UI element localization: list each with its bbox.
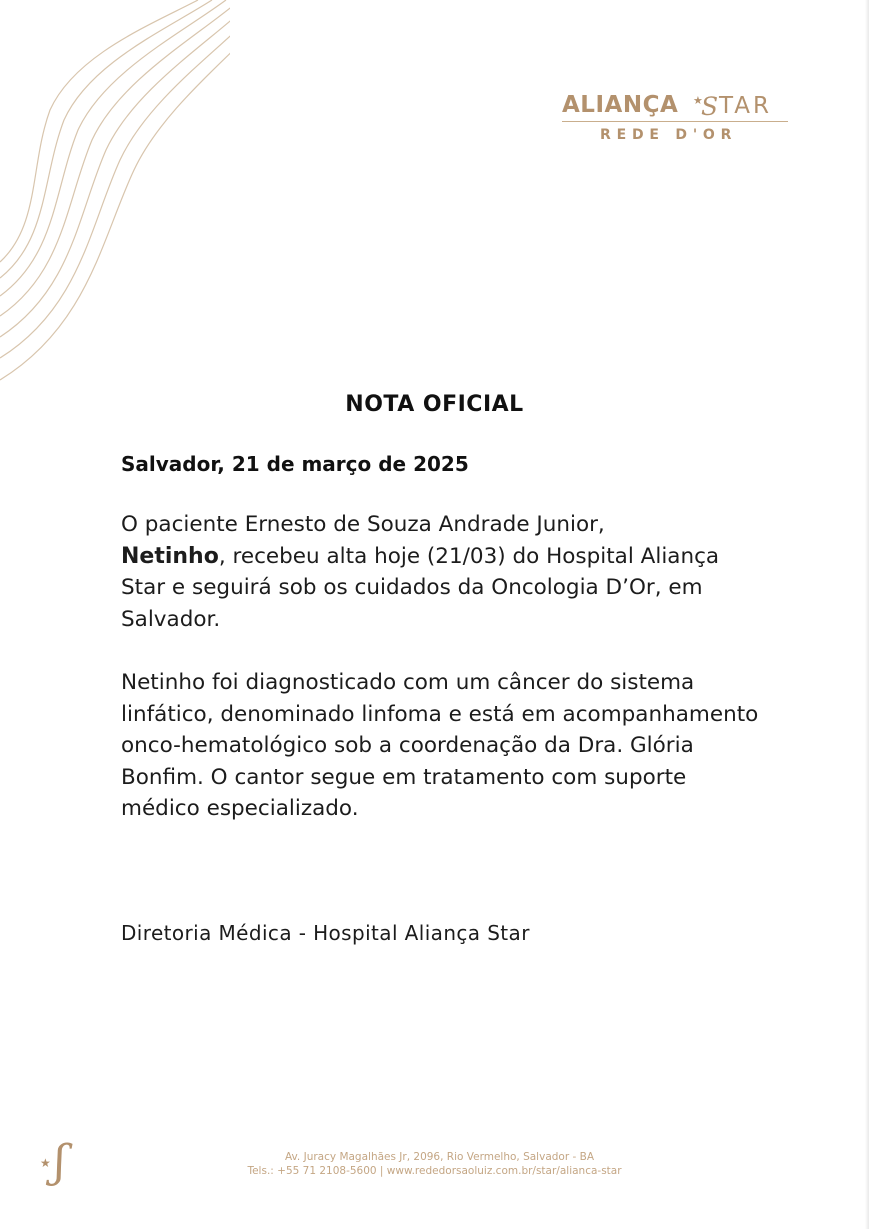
signature-line: Diretoria Médica - Hospital Aliança Star — [121, 921, 530, 945]
page-edge-shadow — [865, 0, 869, 1229]
footer-contact-info — [0, 1150, 869, 1178]
footer-star-icon: ★ — [40, 1156, 51, 1170]
logo-star-icon: ★ — [693, 94, 703, 107]
logo-brand-main: ALIANÇA — [562, 92, 679, 118]
paragraph-discharge-intro: O paciente Ernesto de Souza Andrade Junior, — [121, 512, 605, 537]
footer-address: Av. Juracy Magalhães Jr, 2096, Rio Vermelho, Salvador - BA — [284, 1151, 595, 1163]
alianca-star-logo — [560, 90, 790, 143]
decorative-wave-lines — [0, 0, 230, 390]
paragraph-discharge — [121, 509, 761, 635]
logo-brand-star-s: S — [701, 92, 719, 121]
paragraph-discharge-rest: , recebeu alta hoje (21/03) do Hospital Aliança Star e seguirá sob os cuidados da Oncologia D’Or, em Salvador. — [121, 543, 720, 632]
document-title: NOTA OFICIAL — [345, 392, 524, 417]
patient-name-bold: Netinho — [121, 543, 219, 569]
footer-contact: Tels.: +55 71 2108-5600 | www.rededorsaoluiz.com.br/star/alianca-star — [247, 1165, 622, 1177]
document-date: Salvador, 21 de março de 2025 — [121, 452, 469, 476]
logo-wordmark — [560, 90, 790, 124]
logo-subtitle: REDE D'OR — [600, 127, 738, 143]
footer-script-s-icon: ʃ — [54, 1136, 66, 1187]
paragraph-diagnosis: Netinho foi diagnosticado com um câncer do sistema linfático, denominado linfoma e está em acompanhamento onco-hematológico sob a coordenação da Dra. Glória Bonfim. O cantor segue em tratamento com suporte médico especializado. — [121, 670, 759, 821]
logo-brand-star-rest: TAR — [719, 93, 772, 119]
logo-divider — [562, 121, 788, 122]
